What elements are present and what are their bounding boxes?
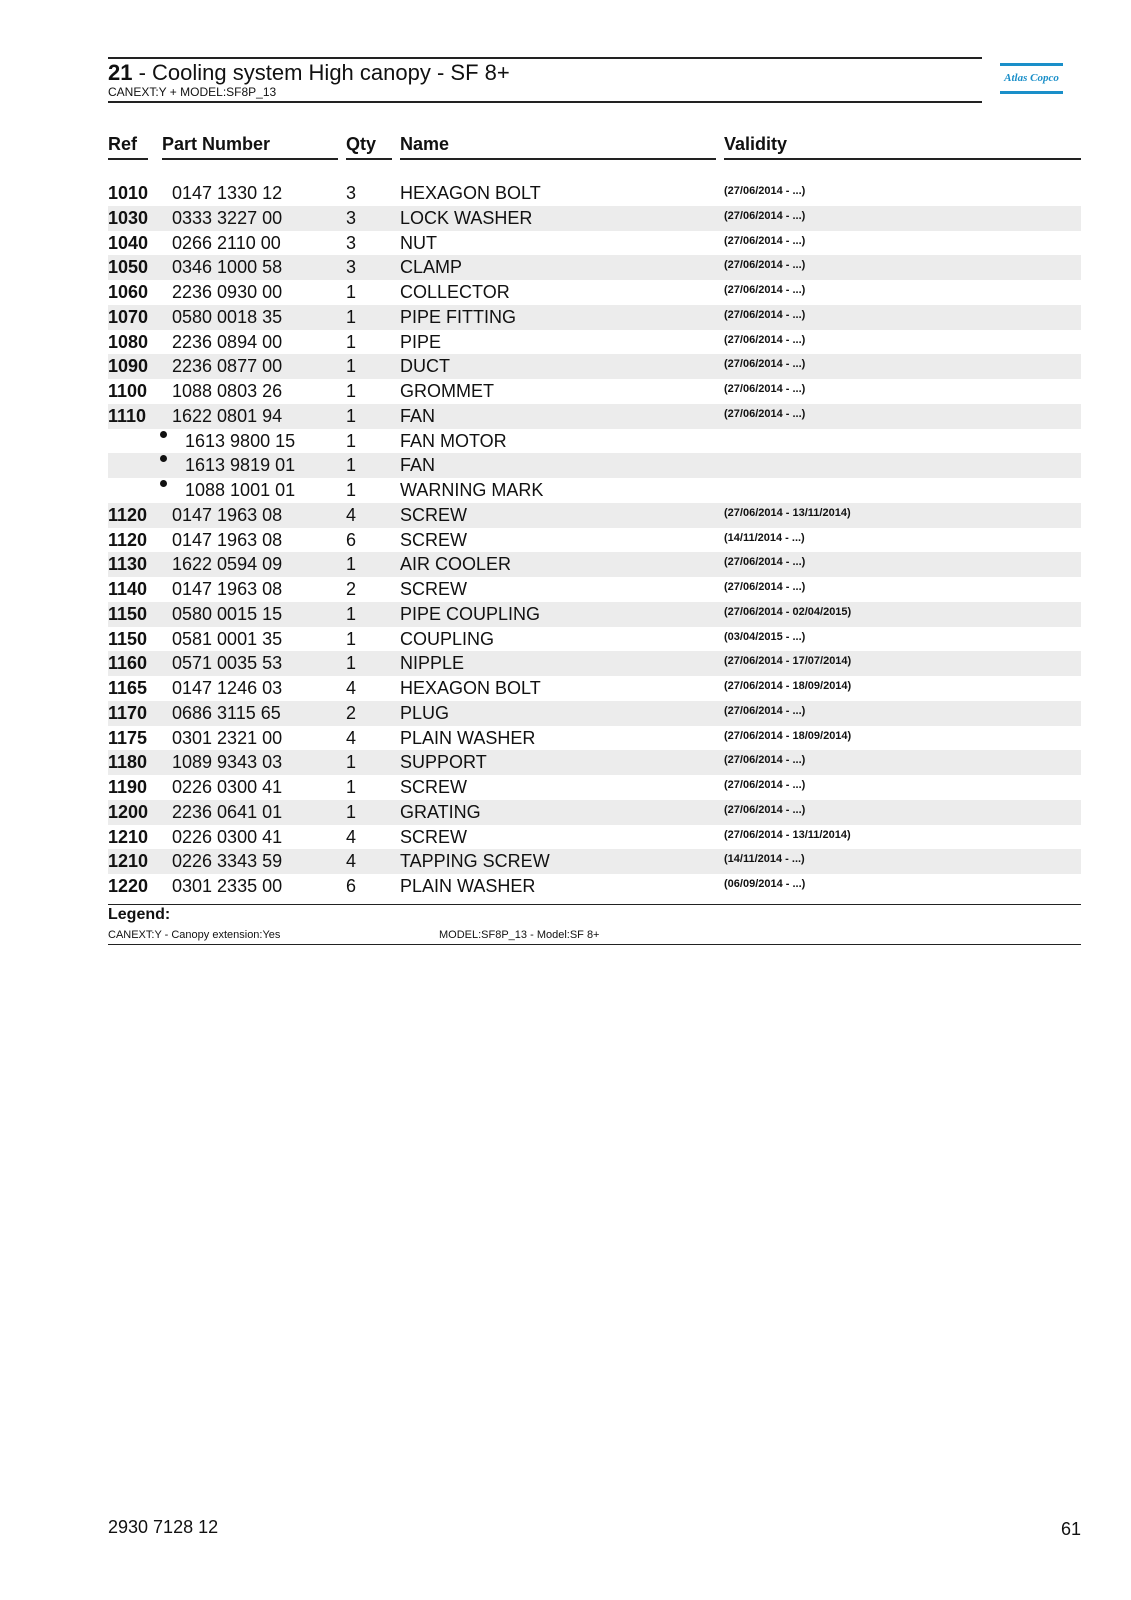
ref-cell: 1010 xyxy=(108,183,149,203)
qty-cell: 1 xyxy=(346,653,357,674)
ref-cell: 1060 xyxy=(108,282,149,302)
bullet-icon xyxy=(160,480,167,487)
qty-cell: 1 xyxy=(346,455,357,476)
qty-cell: 4 xyxy=(346,727,357,748)
table-row xyxy=(108,181,1081,206)
part-number-cell: 0580 0018 35 xyxy=(172,306,283,327)
table-row xyxy=(108,503,1081,528)
validity-cell: (03/04/2015 - ...) xyxy=(724,630,806,643)
name-cell: SCREW xyxy=(400,777,467,797)
name-cell: FAN xyxy=(400,405,436,426)
part-number-cell: 0147 1963 08 xyxy=(172,529,283,550)
name-cell: FAN MOTOR xyxy=(400,430,507,451)
ref-cell: 1210 xyxy=(108,851,149,872)
validity-cell: (27/06/2014 - ...) xyxy=(724,581,806,593)
table-row xyxy=(108,775,1081,800)
name-cell: AIR COOLER xyxy=(400,554,512,575)
table-row xyxy=(108,305,1081,330)
bullet-icon xyxy=(160,455,167,462)
name-cell: NUT xyxy=(400,232,437,253)
validity-cell: (27/06/2014 - ...) xyxy=(724,704,806,717)
ref-cell: 1110 xyxy=(108,405,147,426)
validity-cell: (27/06/2014 - ...) xyxy=(724,383,806,395)
part-number-cell: 0686 3115 65 xyxy=(172,702,281,723)
table-row xyxy=(108,825,1081,850)
name-cell: GROMMET xyxy=(400,381,494,401)
validity-cell: (27/06/2014 - 13/11/2014) xyxy=(724,506,851,519)
validity-cell: (27/06/2014 - ...) xyxy=(724,308,806,321)
name-cell: PLAIN WASHER xyxy=(400,727,536,748)
qty-cell: 4 xyxy=(346,678,357,698)
qty-cell: 2 xyxy=(346,702,357,723)
part-number-cell: 2236 0930 00 xyxy=(172,282,283,302)
name-cell: COLLECTOR xyxy=(400,282,510,302)
ref-cell: 1165 xyxy=(108,678,148,698)
header-bottom-rule xyxy=(108,101,982,103)
column-rule-name xyxy=(400,158,716,160)
qty-cell: 1 xyxy=(346,777,357,797)
part-number-cell: 0226 0300 41 xyxy=(172,777,283,797)
name-cell: FAN xyxy=(400,455,436,476)
part-number-cell: 0571 0035 53 xyxy=(172,653,283,674)
validity-cell: (27/06/2014 - ...) xyxy=(724,234,806,247)
part-number-cell: 0266 2110 00 xyxy=(172,232,281,253)
table-row xyxy=(108,379,1081,404)
validity-cell: (27/06/2014 - 18/09/2014) xyxy=(724,729,852,742)
validity-cell: (27/06/2014 - ...) xyxy=(724,754,806,767)
ref-cell: 1070 xyxy=(108,306,149,327)
ref-cell: 1170 xyxy=(108,702,148,723)
validity-cell: (27/06/2014 - ...) xyxy=(724,333,806,346)
column-rule-part-number xyxy=(162,158,338,160)
table-row xyxy=(108,874,1081,899)
legend-bottom-rule xyxy=(108,944,1081,945)
ref-cell: 1150 xyxy=(108,603,148,624)
table-row xyxy=(108,206,1081,231)
validity-cell: (27/06/2014 - ...) xyxy=(724,284,806,296)
part-number-cell: 2236 0894 00 xyxy=(172,331,283,352)
part-number-cell: 0147 1963 08 xyxy=(172,504,283,525)
validity-cell: (06/09/2014 - ...) xyxy=(724,878,806,890)
ref-cell: 1050 xyxy=(108,257,149,278)
name-cell: PIPE COUPLING xyxy=(400,603,541,624)
table-row xyxy=(108,280,1081,305)
name-cell: SCREW xyxy=(400,504,467,525)
legend-item-canext: CANEXT:Y - Canopy extension:Yes xyxy=(108,929,281,941)
validity-cell: (27/06/2014 - ...) xyxy=(724,407,806,420)
page-title xyxy=(108,60,510,86)
validity-cell: (27/06/2014 - 02/04/2015) xyxy=(724,605,852,618)
table-row xyxy=(108,651,1081,676)
name-cell: TAPPING SCREW xyxy=(400,851,550,872)
name-cell: PIPE xyxy=(400,331,442,352)
column-header-validity: Validity xyxy=(724,134,788,154)
qty-cell: 1 xyxy=(346,554,357,575)
table-subrow xyxy=(108,478,1081,503)
ref-cell: 1200 xyxy=(108,801,149,822)
name-cell: PLUG xyxy=(400,702,450,723)
name-cell: SUPPORT xyxy=(400,752,487,773)
part-number-cell: 1088 1001 01 xyxy=(185,480,296,500)
name-cell: HEXAGON BOLT xyxy=(400,183,541,203)
table-row xyxy=(108,701,1081,726)
column-header-part-number: Part Number xyxy=(162,134,271,154)
legend-item-model: MODEL:SF8P_13 - Model:SF 8+ xyxy=(439,929,600,941)
qty-cell: 1 xyxy=(346,801,357,822)
page-subtitle: CANEXT:Y + MODEL:SF8P_13 xyxy=(108,85,277,99)
qty-cell: 1 xyxy=(346,381,357,401)
part-number-cell: 0333 3227 00 xyxy=(172,207,283,228)
validity-cell: (27/06/2014 - 18/09/2014) xyxy=(724,680,852,692)
name-cell: SCREW xyxy=(400,529,467,550)
validity-cell: (27/06/2014 - ...) xyxy=(724,209,806,222)
table-row xyxy=(108,231,1081,256)
section-title: - Cooling system High canopy - SF 8+ xyxy=(132,60,510,85)
part-number-cell: 0226 0300 41 xyxy=(172,826,283,847)
part-number-cell: 1613 9800 15 xyxy=(185,430,296,451)
ref-cell: 1160 xyxy=(108,653,148,674)
ref-cell: 1120 xyxy=(108,504,148,525)
validity-cell: (27/06/2014 - 13/11/2014) xyxy=(724,828,851,841)
table-row xyxy=(108,800,1081,825)
page-number: 61 xyxy=(1060,1519,1081,1539)
document-number: 2930 7128 12 xyxy=(108,1517,219,1537)
table-row xyxy=(108,750,1081,775)
qty-cell: 1 xyxy=(346,752,357,773)
part-number-cell: 0147 1963 08 xyxy=(172,579,283,599)
table-row xyxy=(108,726,1081,751)
part-number-cell: 0346 1000 58 xyxy=(172,257,283,278)
name-cell: LOCK WASHER xyxy=(400,207,533,228)
legend-top-rule xyxy=(108,904,1081,905)
bullet-icon xyxy=(160,431,167,438)
name-cell: PIPE FITTING xyxy=(400,306,517,327)
section-number: 21 xyxy=(108,60,133,85)
qty-cell: 3 xyxy=(346,232,357,253)
name-cell: COUPLING xyxy=(400,628,495,649)
name-cell: GRATING xyxy=(400,801,481,822)
validity-cell: (14/11/2014 - ...) xyxy=(724,531,805,544)
part-number-cell: 0580 0015 15 xyxy=(172,603,283,624)
table-row xyxy=(108,602,1081,627)
qty-cell: 1 xyxy=(346,356,357,377)
ref-cell: 1175 xyxy=(108,727,148,748)
column-header-qty: Qty xyxy=(346,134,377,154)
ref-cell: 1130 xyxy=(108,554,148,575)
part-number-cell: 0147 1246 03 xyxy=(172,678,283,698)
qty-cell: 1 xyxy=(346,331,357,352)
qty-cell: 1 xyxy=(346,430,357,451)
ref-cell: 1100 xyxy=(108,381,148,401)
name-cell: DUCT xyxy=(400,356,450,377)
ref-cell: 1080 xyxy=(108,331,149,352)
qty-cell: 4 xyxy=(346,826,357,847)
atlas-copco-logo xyxy=(1000,63,1063,95)
logo-wordmark: Atlas Copco xyxy=(1004,72,1059,84)
qty-cell: 4 xyxy=(346,851,357,872)
column-rule-ref xyxy=(108,158,148,160)
table-row xyxy=(108,627,1081,652)
qty-cell: 6 xyxy=(346,876,357,896)
ref-cell: 1150 xyxy=(108,628,148,649)
part-number-cell: 2236 0877 00 xyxy=(172,356,283,377)
header-top-rule xyxy=(108,57,982,59)
part-number-cell: 1088 0803 26 xyxy=(172,381,283,401)
qty-cell: 1 xyxy=(346,405,357,426)
qty-cell: 3 xyxy=(346,207,357,228)
qty-cell: 2 xyxy=(346,579,357,599)
column-header-name: Name xyxy=(400,134,450,154)
name-cell: NIPPLE xyxy=(400,653,465,674)
table-row xyxy=(108,255,1081,280)
column-rule-qty xyxy=(346,158,392,160)
table-row xyxy=(108,404,1081,429)
validity-cell: (14/11/2014 - ...) xyxy=(724,853,805,866)
ref-cell: 1220 xyxy=(108,876,149,896)
part-number-cell: 0301 2335 00 xyxy=(172,876,283,896)
name-cell: CLAMP xyxy=(400,257,463,278)
part-number-cell: 0147 1330 12 xyxy=(172,183,283,203)
logo-bottom-bar xyxy=(1000,91,1063,94)
table-row xyxy=(108,577,1081,602)
ref-cell: 1090 xyxy=(108,356,149,377)
part-number-cell: 0581 0001 35 xyxy=(172,628,283,649)
column-rule-validity xyxy=(724,158,1081,160)
name-cell: HEXAGON BOLT xyxy=(400,678,541,698)
qty-cell: 3 xyxy=(346,183,357,203)
qty-cell: 1 xyxy=(346,480,357,500)
part-number-cell: 1089 9343 03 xyxy=(172,752,283,773)
qty-cell: 6 xyxy=(346,529,357,550)
parts-table xyxy=(108,181,1081,899)
validity-cell: (27/06/2014 - ...) xyxy=(724,556,806,569)
part-number-cell: 0301 2321 00 xyxy=(172,727,283,748)
qty-cell: 1 xyxy=(346,603,357,624)
qty-cell: 1 xyxy=(346,628,357,649)
table-row xyxy=(108,528,1081,553)
ref-cell: 1120 xyxy=(108,529,148,550)
table-row xyxy=(108,330,1081,355)
part-number-cell: 0226 3343 59 xyxy=(172,851,283,872)
qty-cell: 4 xyxy=(346,504,357,525)
ref-cell: 1030 xyxy=(108,207,149,228)
ref-cell: 1210 xyxy=(108,826,149,847)
qty-cell: 3 xyxy=(346,257,357,278)
name-cell: SCREW xyxy=(400,826,467,847)
table-row xyxy=(108,354,1081,379)
validity-cell: (27/06/2014 - 17/07/2014) xyxy=(724,655,852,668)
qty-cell: 1 xyxy=(346,306,357,327)
validity-cell: (27/06/2014 - ...) xyxy=(724,803,806,816)
table-subrow xyxy=(108,453,1081,478)
name-cell: WARNING MARK xyxy=(400,480,544,500)
part-number-cell: 1622 0594 09 xyxy=(172,554,283,575)
logo-top-bar xyxy=(1000,63,1063,66)
table-row xyxy=(108,552,1081,577)
table-subrow xyxy=(108,429,1081,454)
ref-cell: 1140 xyxy=(108,579,148,599)
part-number-cell: 1622 0801 94 xyxy=(172,405,283,426)
validity-cell: (27/06/2014 - ...) xyxy=(724,779,806,791)
legend-title: Legend: xyxy=(108,906,171,923)
ref-cell: 1180 xyxy=(108,752,148,773)
qty-cell: 1 xyxy=(346,282,357,302)
name-cell: SCREW xyxy=(400,579,467,599)
validity-cell: (27/06/2014 - ...) xyxy=(724,358,806,371)
column-header-ref: Ref xyxy=(108,134,138,154)
validity-cell: (27/06/2014 - ...) xyxy=(724,259,806,272)
table-row xyxy=(108,676,1081,701)
ref-cell: 1190 xyxy=(108,777,148,797)
ref-cell: 1040 xyxy=(108,232,149,253)
part-number-cell: 1613 9819 01 xyxy=(185,455,296,476)
part-number-cell: 2236 0641 01 xyxy=(172,801,283,822)
name-cell: PLAIN WASHER xyxy=(400,876,536,896)
validity-cell: (27/06/2014 - ...) xyxy=(724,185,806,197)
table-row xyxy=(108,849,1081,874)
